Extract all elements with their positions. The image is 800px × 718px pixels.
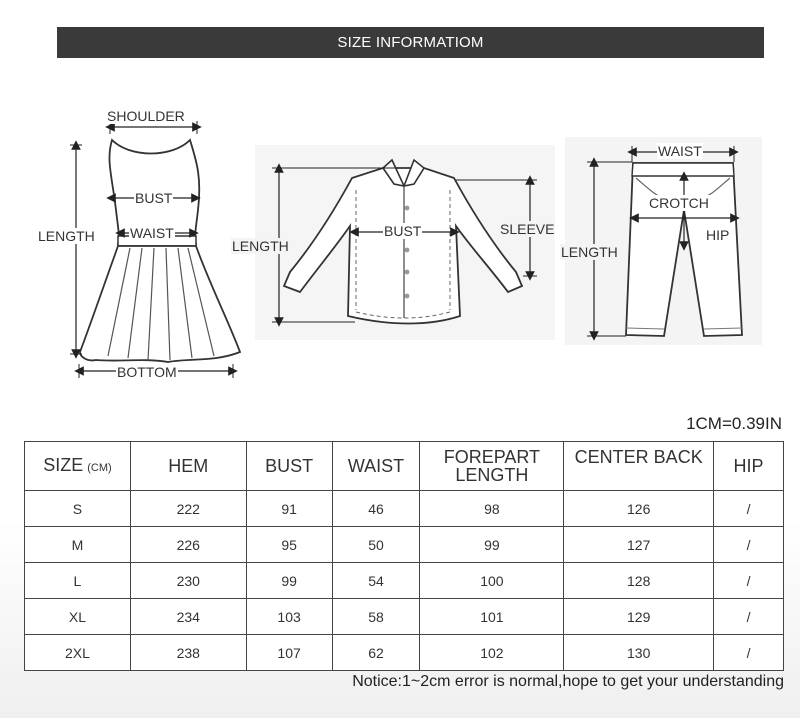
cell-size: S (25, 491, 131, 527)
cell-forepart-length: 99 (420, 527, 564, 563)
cell-size: 2XL (25, 635, 131, 671)
cell-bust: 107 (246, 635, 332, 671)
shirt-bust-label: BUST (384, 223, 422, 239)
dress-waist-label: WAIST (130, 225, 174, 241)
unit-conversion: 1CM=0.39IN (686, 414, 782, 433)
cell-forepart-length: 98 (420, 491, 564, 527)
cell-waist: 58 (332, 599, 420, 635)
header-size: SIZE (CM) (25, 442, 131, 491)
cell-bust: 95 (246, 527, 332, 563)
dress-bottom-label: BOTTOM (117, 364, 177, 380)
shirt-length-label: LENGTH (232, 238, 289, 254)
table-row (25, 563, 784, 599)
cell-center-back: 130 (564, 635, 714, 671)
cell-hip: / (714, 635, 784, 671)
cell-bust: 99 (246, 563, 332, 599)
table-row (25, 491, 784, 527)
cell-hem: 230 (130, 563, 246, 599)
pants-hip-label: HIP (706, 227, 730, 243)
cell-center-back: 126 (564, 491, 714, 527)
notice-text: Notice:1~2cm error is normal,hope to get your understanding (352, 673, 784, 690)
cell-hip: / (714, 599, 784, 635)
cell-hem: 226 (130, 527, 246, 563)
cell-hem: 222 (130, 491, 246, 527)
cell-waist: 62 (332, 635, 420, 671)
header-bust: BUST (246, 442, 332, 491)
cell-hip: / (714, 527, 784, 563)
cell-size: XL (25, 599, 131, 635)
header-forepart-length: FOREPART LENGTH (420, 442, 564, 491)
cell-center-back: 128 (564, 563, 714, 599)
header-center-back: CENTER BACK (564, 442, 714, 491)
size-chart-table (24, 441, 784, 671)
cell-waist: 50 (332, 527, 420, 563)
cell-center-back: 127 (564, 527, 714, 563)
cell-bust: 91 (246, 491, 332, 527)
cell-waist: 46 (332, 491, 420, 527)
cell-hip: / (714, 491, 784, 527)
cell-bust: 103 (246, 599, 332, 635)
cell-hem: 234 (130, 599, 246, 635)
shirt-sleeve-label: SLEEVE (500, 221, 555, 237)
header-hip: HIP (714, 442, 784, 491)
cell-center-back: 129 (564, 599, 714, 635)
header-hem: HEM (130, 442, 246, 491)
pants-waist-label: WAIST (658, 143, 702, 159)
cell-size: L (25, 563, 131, 599)
cell-size: M (25, 527, 131, 563)
dress-bust-label: BUST (135, 190, 173, 206)
cell-hip: / (714, 563, 784, 599)
header-waist: WAIST (332, 442, 420, 491)
pants-length-label: LENGTH (561, 244, 618, 260)
cell-forepart-length: 100 (420, 563, 564, 599)
cell-hem: 238 (130, 635, 246, 671)
dress-length-label: LENGTH (38, 228, 95, 244)
page-title: SIZE INFORMATIOM (57, 27, 764, 58)
pants-crotch-label: CROTCH (649, 195, 709, 211)
cell-forepart-length: 101 (420, 599, 564, 635)
table-row (25, 527, 784, 563)
header-size-unit: (CM) (87, 461, 112, 474)
table-header-row (25, 442, 784, 491)
table-row (25, 635, 784, 671)
cell-forepart-length: 102 (420, 635, 564, 671)
table-row (25, 599, 784, 635)
dress-shoulder-label: SHOULDER (107, 108, 185, 124)
cell-waist: 54 (332, 563, 420, 599)
